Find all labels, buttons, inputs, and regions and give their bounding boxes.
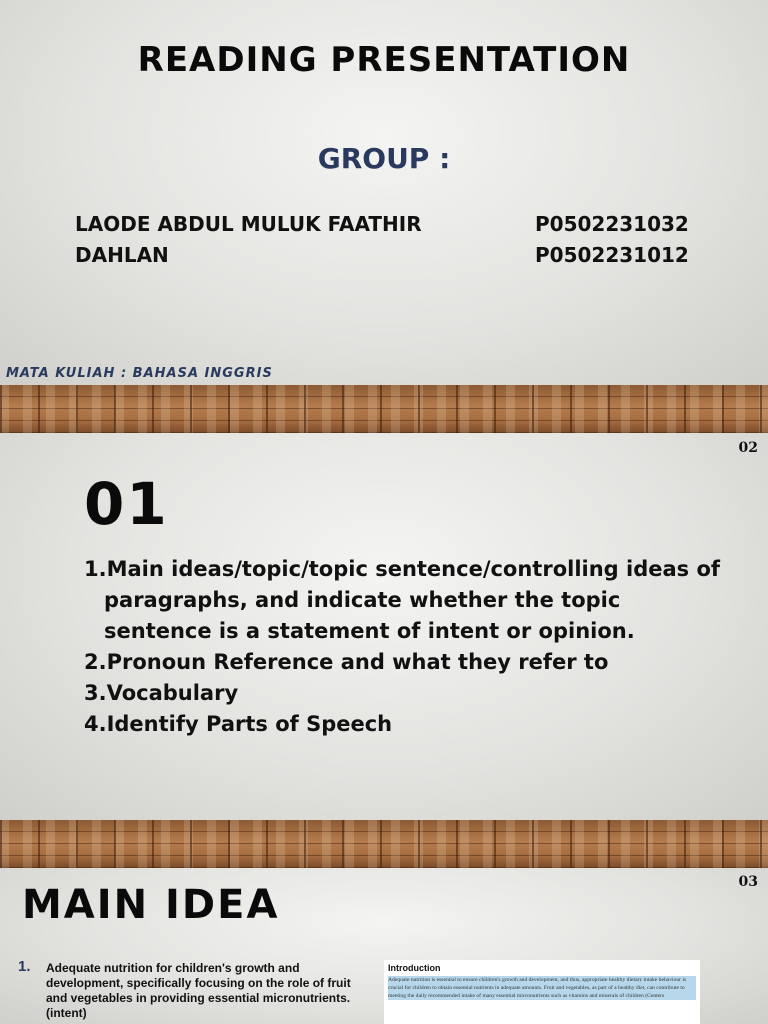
page-number: 03 bbox=[738, 874, 758, 890]
slide-title: MAIN IDEA bbox=[22, 882, 280, 928]
member-name: LAODE ABDUL MULUK FAATHIR bbox=[75, 212, 422, 236]
agenda-list bbox=[84, 554, 724, 740]
member-name: DAHLAN bbox=[75, 243, 169, 267]
wood-floor-banner bbox=[0, 820, 768, 868]
member-id: P0502231012 bbox=[535, 243, 689, 267]
section-number: 01 bbox=[84, 470, 169, 538]
excerpt-highlighted-text: Adequate nutrition is essential to ensure children's growth and development, and thus, appropriate healthy dietary intake behaviour is crucial for children to obtain essential nutrients in adequate amounts. Fruit and vegetables, as part of a healthy diet, can contribute to meeting the daily recommended intake of many essential micronutrients such as vitamins and minerals of children (Centers bbox=[388, 976, 696, 1000]
course-label: MATA KULIAH : BAHASA INGGRIS bbox=[6, 366, 273, 381]
member-id: P0502231032 bbox=[535, 212, 689, 236]
main-idea-text: Adequate nutrition for children's growth and development, specifically focusing on the role of fruit and vegetables in providing essential micronutrients. (intent) bbox=[46, 961, 351, 1020]
slide-title bbox=[0, 0, 768, 385]
page-number: 02 bbox=[738, 440, 758, 456]
presentation-title: READING PRESENTATION bbox=[137, 40, 631, 80]
list-item: 1.Main ideas/topic/topic sentence/controlling ideas of paragraphs, and indicate whether the topic sentence is a statement of intent or opinion. bbox=[84, 557, 721, 643]
list-item: 2.Pronoun Reference and what they refer to bbox=[84, 650, 609, 674]
list-item: 4.Identify Parts of Speech bbox=[84, 712, 393, 736]
excerpt-heading: Introduction bbox=[388, 963, 441, 973]
list-item: 3.Vocabulary bbox=[84, 681, 239, 705]
article-excerpt-image bbox=[384, 960, 700, 1024]
group-label: GROUP : bbox=[317, 142, 451, 175]
item-number: 1. bbox=[18, 958, 31, 975]
wood-floor-banner bbox=[0, 385, 768, 433]
